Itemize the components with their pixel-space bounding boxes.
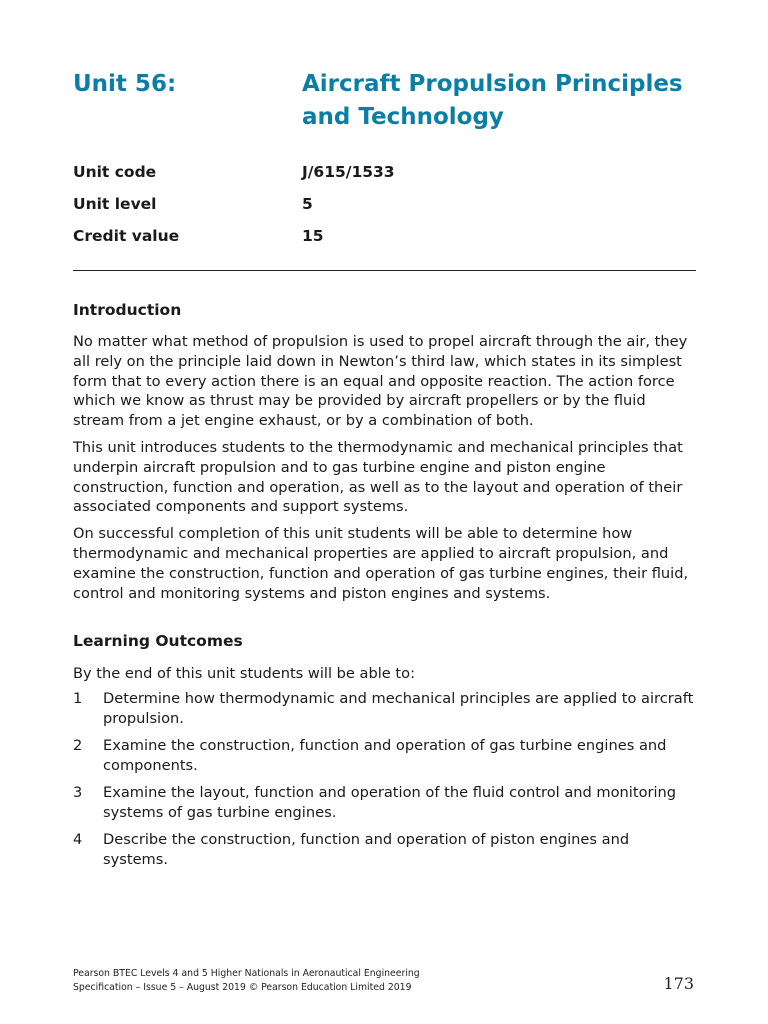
footer-publication-title: Pearson BTEC Levels 4 and 5 Higher Nationals in Aeronautical Engineering — [73, 968, 420, 979]
meta-label: Credit value — [73, 227, 180, 245]
list-item — [73, 783, 696, 823]
list-item-text: Describe the construction, function and operation of piston engines and systems. — [103, 831, 630, 868]
unit-title: Aircraft Propulsion Principles and Technology — [302, 71, 683, 130]
meta-row-unit-code — [73, 160, 696, 192]
introduction-paragraph: On successful completion of this unit students will be able to determine how thermodynamic and mechanical properties are applied to aircraft propulsion, and examine the construction, function and operation of gas turbine engines, their fluid, control and monitoring systems and piston engines and systems. — [73, 525, 689, 602]
meta-value: 5 — [302, 195, 313, 213]
learning-outcomes-list — [73, 664, 696, 877]
learning-outcomes-heading: Learning Outcomes — [73, 632, 243, 650]
list-item — [73, 689, 696, 729]
unit-meta-table — [73, 160, 696, 256]
footer-specification-line: Specification – Issue 5 – August 2019 © Pearson Education Limited 2019 — [73, 981, 412, 993]
list-item-number: 3 — [73, 783, 83, 801]
meta-value: J/615/1533 — [302, 163, 395, 181]
meta-value: 15 — [302, 227, 324, 245]
list-item-text: Examine the layout, function and operation of the fluid control and monitoring systems of gas turbine engines. — [103, 783, 677, 821]
list-item-number: 4 — [73, 831, 83, 849]
list-item — [73, 736, 696, 776]
section-divider — [73, 270, 696, 271]
list-item-text: Determine how thermodynamic and mechanical principles are applied to aircraft propulsion. — [103, 689, 694, 727]
list-item — [73, 830, 696, 870]
meta-row-credit-value — [73, 224, 696, 256]
page-footer — [73, 967, 696, 994]
meta-label: Unit code — [73, 163, 157, 181]
introduction-heading: Introduction — [73, 301, 182, 319]
learning-outcomes-intro: By the end of this unit students will be able to: — [73, 665, 415, 682]
introduction-paragraph: No matter what method of propulsion is used to propel aircraft through the air, they all rely on the principle laid down in Newton’s third law, which states in its simplest form that to every action there is an equal and opposite reaction. The action force which we know as thrust may be provided by aircraft propellers or by the fluid stream from a jet engine exhaust, or by a combination of both. — [73, 333, 688, 430]
meta-row-unit-level — [73, 192, 696, 224]
page-number: 173 — [663, 974, 694, 993]
list-item-text: Examine the construction, function and operation of gas turbine engines and components. — [103, 736, 667, 774]
unit-number-label: Unit 56: — [73, 71, 177, 97]
introduction-body — [73, 332, 696, 610]
list-item-number: 2 — [73, 736, 83, 754]
meta-label: Unit level — [73, 195, 157, 213]
introduction-paragraph: This unit introduces students to the thermodynamic and mechanical principles that underpin aircraft propulsion and to gas turbine engine and piston engine construction, function and operation, as well as to the layout and operation of their associated components and support systems. — [73, 438, 683, 516]
list-item-number: 1 — [73, 689, 83, 707]
